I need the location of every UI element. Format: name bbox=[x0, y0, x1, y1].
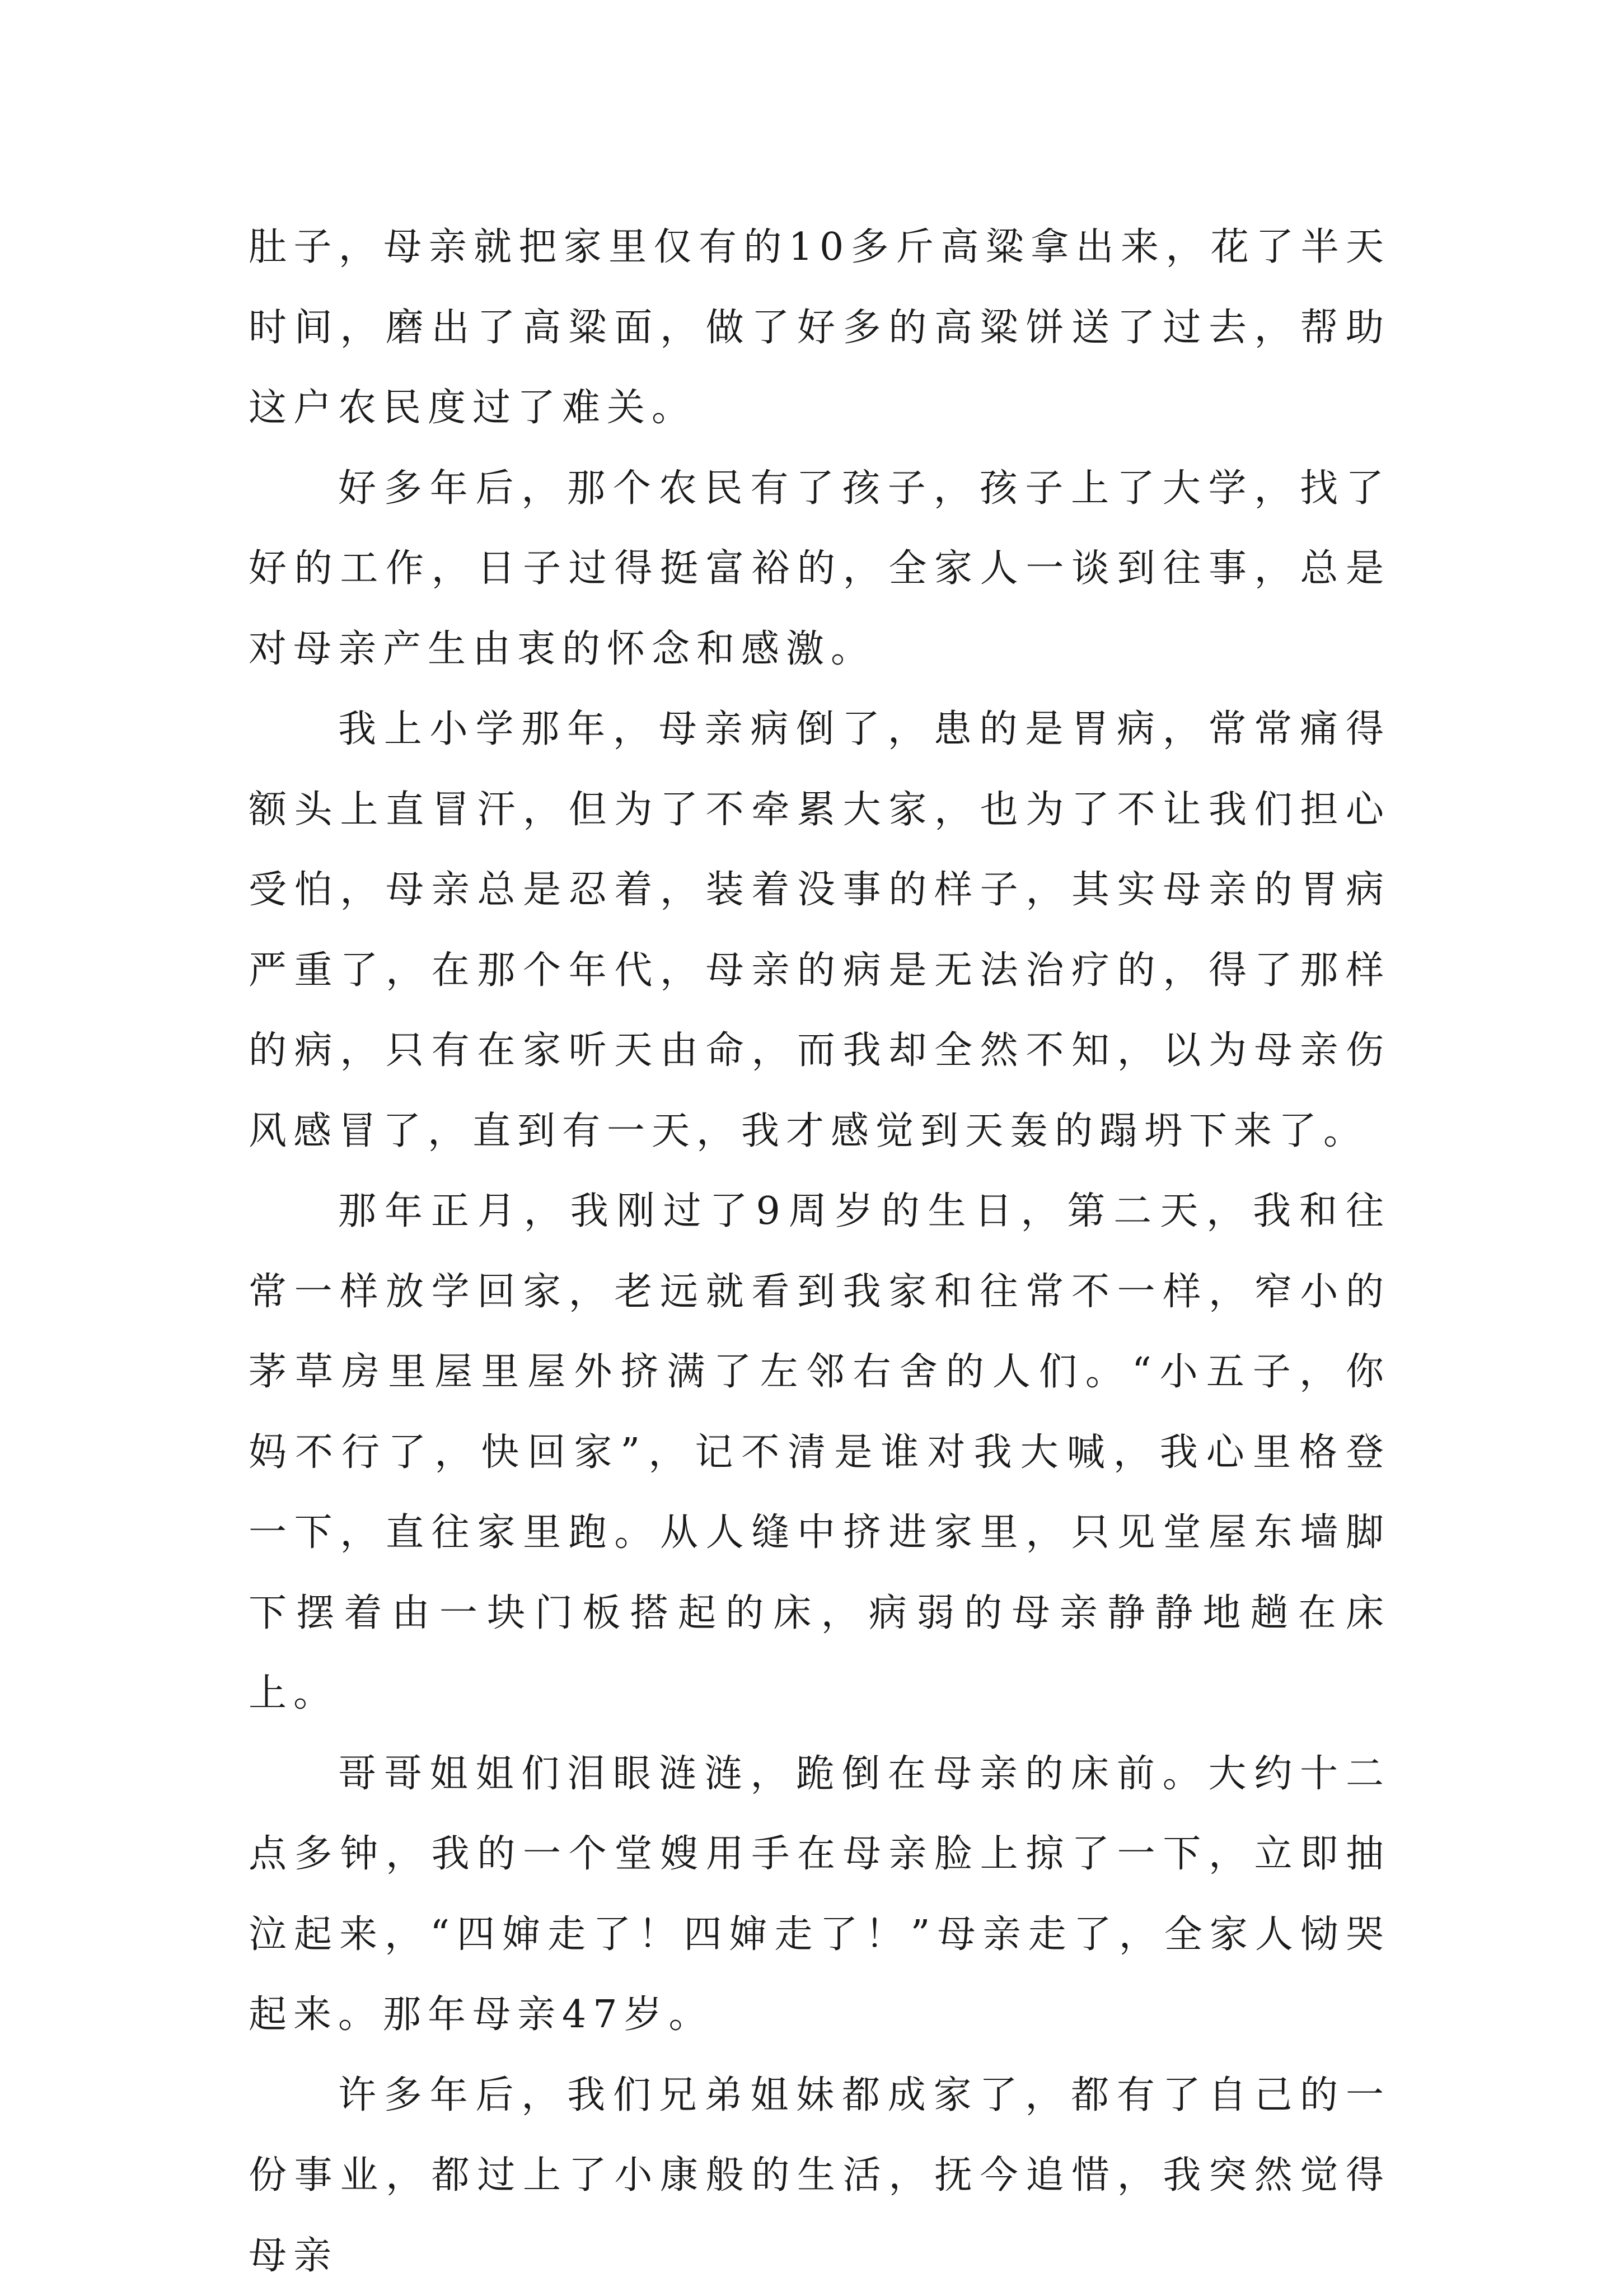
paragraph: 那年正月，我刚过了9周岁的生日，第二天，我和往常一样放学回家，老远就看到我家和往常不一样，窄小的茅草房里屋里屋外挤满了左邻右舍的人们。“小五子，你妈不行了，快回家”，记不清是谁对我大喊，我心里格登一下，直往家里跑。从人缝中挤进家里，只见堂屋东墙脚下摆着由一块门板搭起的床，病弱的母亲静静地趟在床上。 bbox=[249, 1171, 1390, 1734]
paragraph: 许多年后，我们兄弟姐妹都成家了，都有了自己的一份事业，都过上了小康般的生活，抚今追惜，我突然觉得母亲 bbox=[249, 2055, 1390, 2296]
paragraph: 我上小学那年，母亲病倒了，患的是胃病，常常痛得额头上直冒汗，但为了不牵累大家，也为了不让我们担心受怕，母亲总是忍着，装着没事的样子，其实母亲的胃病严重了，在那个年代，母亲的病是无法治疗的，得了那样的病，只有在家听天由命，而我却全然不知，以为母亲伤风感冒了，直到有一天，我才感觉到天轰的蹋坍下来了。 bbox=[249, 689, 1390, 1171]
paragraph: 好多年后，那个农民有了孩子，孩子上了大学，找了好的工作，日子过得挺富裕的，全家人一谈到往事，总是对母亲产生由衷的怀念和感激。 bbox=[249, 448, 1390, 690]
paragraph: 哥哥姐姐们泪眼涟涟，跪倒在母亲的床前。大约十二点多钟，我的一个堂嫂用手在母亲脸上掠了一下，立即抽泣起来，“四婶走了！四婶走了！”母亲走了，全家人恸哭起来。那年母亲47岁。 bbox=[249, 1734, 1390, 2055]
body-text bbox=[249, 207, 1390, 2296]
paragraph: 肚子，母亲就把家里仅有的10多斤高粱拿出来，花了半天时间，磨出了高粱面，做了好多的高粱饼送了过去，帮助这户农民度过了难关。 bbox=[249, 207, 1390, 448]
